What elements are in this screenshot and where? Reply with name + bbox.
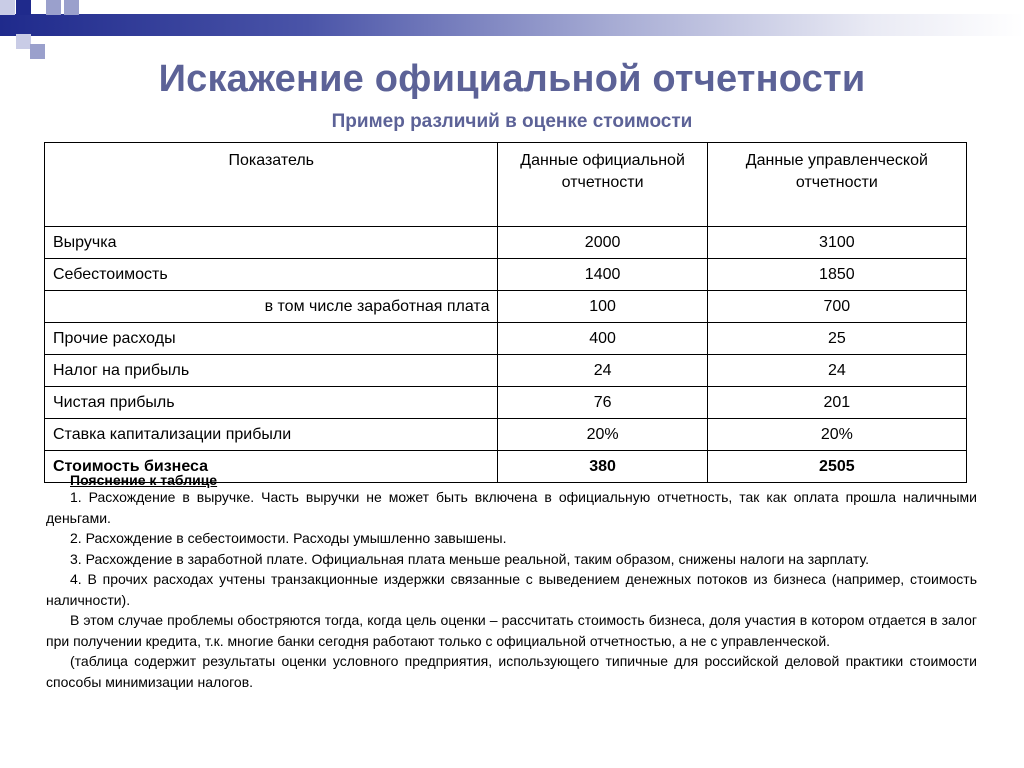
note-paragraph: 2. Расхождение в себестоимости. Расходы умышленно завышены.	[70, 530, 507, 546]
row-official-value: 20%	[498, 419, 707, 451]
decor-square	[46, 0, 61, 15]
row-management-value: 25	[707, 323, 966, 355]
table-row	[45, 355, 967, 387]
row-official-value: 1400	[498, 259, 707, 291]
decor-square	[30, 44, 45, 59]
table-row	[45, 291, 967, 323]
row-management-value: 20%	[707, 419, 966, 451]
notes-heading: Пояснение к таблице	[70, 472, 218, 488]
row-management-value: 24	[707, 355, 966, 387]
row-official-value: 400	[498, 323, 707, 355]
note-paragraph: 1. Расхождение в выручке. Часть выручки не может быть включена в официальную отчетность, так как оплата прошла наличными деньгами.	[46, 489, 977, 526]
note-paragraph: 3. Расхождение в заработной плате. Официальная плата меньше реальной, таким образом, снижены налоги на зарплату.	[70, 550, 869, 567]
row-label: Выручка	[45, 227, 498, 259]
slide-subtitle: Пример различий в оценке стоимости	[331, 111, 693, 132]
table-row	[45, 227, 967, 259]
row-official-value: 2000	[498, 227, 707, 259]
table-row	[45, 259, 967, 291]
header-official: Данные официальной отчетности	[498, 143, 707, 227]
row-management-value: 2505	[707, 451, 966, 483]
row-label: Себестоимость	[45, 259, 498, 291]
row-official-value: 76	[498, 387, 707, 419]
row-official-value: 100	[498, 291, 707, 323]
header-management: Данные управленческой отчетности	[707, 143, 966, 227]
decor-square	[16, 34, 31, 49]
note-paragraph: 4. В прочих расходах учтены транзакционные издержки связанные с выведением денежных потоков из бизнеса (например, стоимость наличности).	[46, 571, 977, 608]
table-row	[45, 323, 967, 355]
header-indicator: Показатель	[45, 143, 498, 227]
decor-square	[0, 0, 15, 15]
row-official-value: 380	[498, 451, 707, 483]
table-notes	[46, 473, 977, 692]
row-label: Стоимость бизнеса	[45, 451, 498, 483]
row-management-value: 201	[707, 387, 966, 419]
comparison-table	[44, 142, 967, 483]
decor-square	[16, 0, 31, 15]
row-label: Ставка капитализации прибыли	[45, 419, 498, 451]
table-row	[45, 387, 967, 419]
row-label: в том числе заработная плата	[45, 291, 498, 323]
note-paragraph: В этом случае проблемы обостряются тогда, когда цель оценки – рассчитать стоимость бизнеса, доля участия в котором отдается в залог при получении кредита, т.к. многие банки сегодня работают только с официальной отчетностью, а не с управленческой.	[46, 612, 977, 649]
table-header-row	[45, 143, 967, 227]
row-management-value: 1850	[707, 259, 966, 291]
row-label: Прочие расходы	[45, 323, 498, 355]
slide-title: Искажение официальной отчетности	[158, 58, 866, 100]
header-gradient-band	[0, 14, 1024, 36]
row-official-value: 24	[498, 355, 707, 387]
table-row	[45, 419, 967, 451]
decor-square	[64, 0, 79, 15]
row-management-value: 3100	[707, 227, 966, 259]
row-label: Налог на прибыль	[45, 355, 498, 387]
note-paragraph: (таблица содержит результаты оценки условного предприятия, использующего типичные для российской деловой практики стоимости способы минимизации налогов.	[46, 653, 977, 690]
row-label: Чистая прибыль	[45, 387, 498, 419]
row-management-value: 700	[707, 291, 966, 323]
